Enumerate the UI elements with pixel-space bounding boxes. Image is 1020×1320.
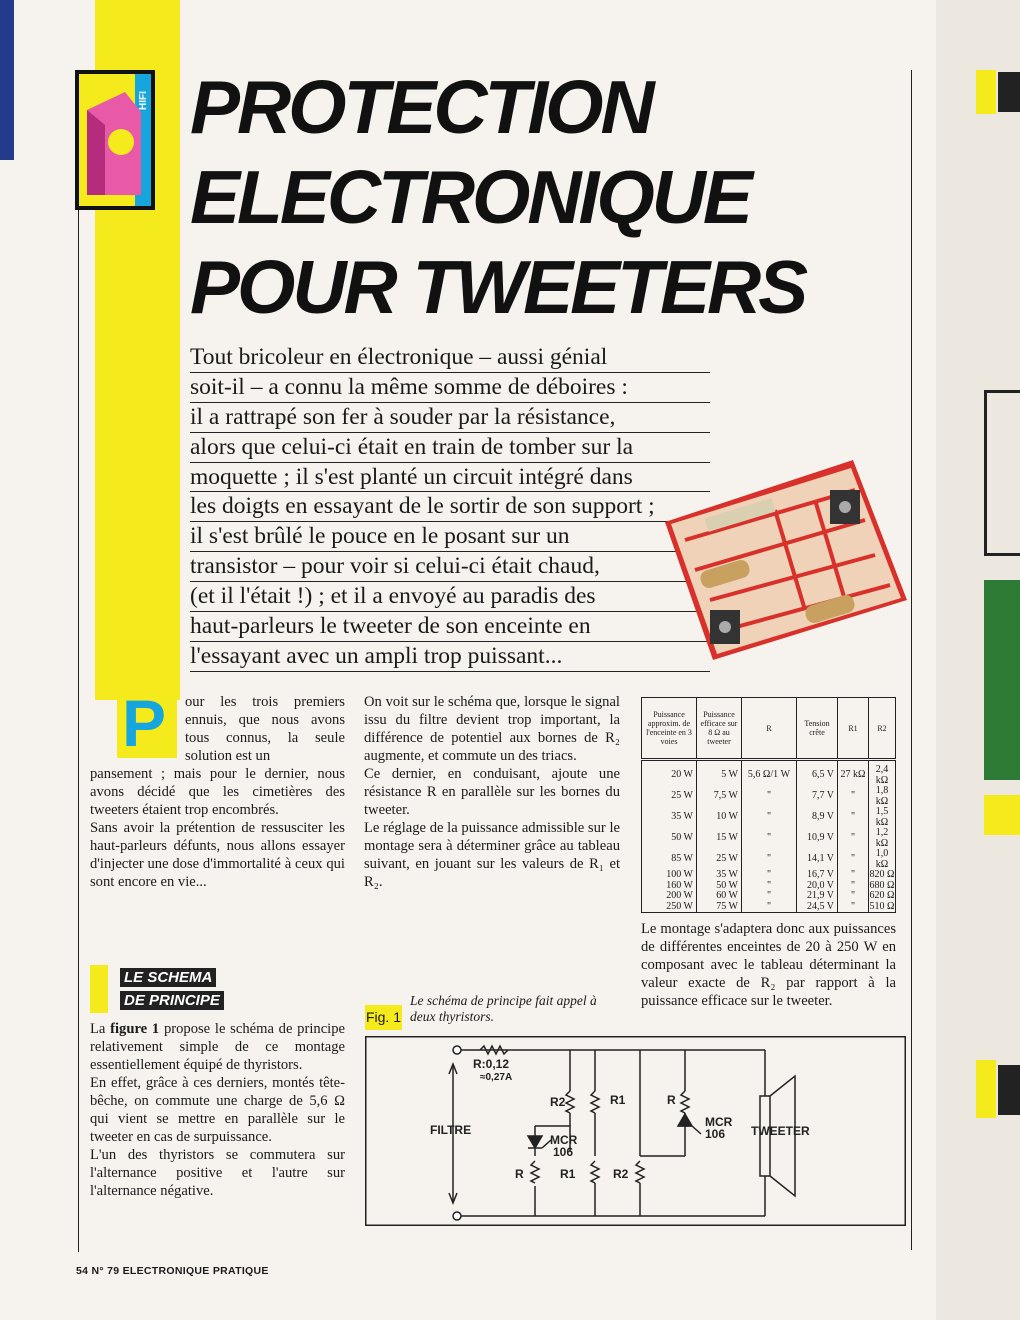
table-cell: " — [838, 891, 869, 902]
schem-mcr1: MCR — [550, 1133, 578, 1147]
col1-p1-start: our les trois premiers ennuis, que nous avons tous connus, la seule solution est un — [185, 694, 345, 764]
table-cell: 24,5 V — [797, 902, 838, 913]
table-cell: 50 W — [642, 828, 697, 849]
schem-r-top: R — [667, 1093, 676, 1107]
table-cell: 100 W — [642, 870, 697, 881]
table-cell: 250 W — [642, 902, 697, 913]
section-heading-line2: DE PRINCIPE — [120, 991, 224, 1010]
table-cell: " — [838, 881, 869, 892]
col1-p2: Sans avoir la prétention de ressusciter les haut-parleurs défunts, nous allons essayer d'injecter une dose d'immortalité à ceux qui sont encore en vie... — [90, 820, 345, 890]
col3-p1: Le montage s'adaptera donc aux puissances de différentes enceintes de 20 à 250 W en composant avec le tableau déterminant la valeur exacte de R₂ par rapport à la puissance efficace sur le tweeter. — [641, 921, 896, 1009]
table-cell: " — [742, 828, 797, 849]
table-cell: " — [742, 881, 797, 892]
table-cell: 14,1 V — [797, 849, 838, 870]
table-cell: " — [838, 807, 869, 828]
table-row — [642, 849, 896, 870]
title-line-2: ELECTRONIQUE — [190, 155, 750, 239]
col2-p3: Le réglage de la puissance admissible sur le montage sera à déterminer grâce au tableau suivant, en jouant sur les valeurs de R₁ et R₂. — [364, 820, 620, 890]
table-cell: 35 W — [642, 807, 697, 828]
table-cell: 75 W — [697, 902, 742, 913]
table-cell: 8,9 V — [797, 807, 838, 828]
table-cell: 16,7 V — [797, 870, 838, 881]
table-cell: " — [742, 807, 797, 828]
table-cell: 27 kΩ — [838, 760, 869, 787]
col1-p4: En effet, grâce à ces derniers, montés tête-bêche, on commute une charge de 5,6 Ω qui vient se mettre en parallèle sur le tweeter en cas de surpuissance. — [90, 1075, 345, 1145]
intro-line: soit-il – a connu la même somme de déboires : — [190, 373, 710, 403]
left-edge-strip — [0, 0, 14, 160]
intro-line: alors que celui-ci était en train de tomber sur la — [190, 433, 710, 463]
title-line-3: POUR TWEETERS — [190, 245, 806, 329]
table-cell: 2,4 kΩ — [869, 760, 896, 787]
table-cell: " — [742, 902, 797, 913]
schem-r2-top: R2 — [550, 1095, 566, 1109]
section-heading-line1: LE SCHEMA — [120, 968, 216, 987]
table-row — [642, 891, 896, 902]
table-row — [642, 760, 896, 787]
table-cell: 1,2 kΩ — [869, 828, 896, 849]
table-cell: 50 W — [697, 881, 742, 892]
table-cell: " — [742, 786, 797, 807]
power-table — [641, 697, 896, 912]
table-cell: 35 W — [697, 870, 742, 881]
table-cell: 25 W — [642, 786, 697, 807]
table-header: Puissance approxim. de l'enceinte en 3 voies — [642, 698, 697, 760]
intro-line: les doigts en essayant de le sortir de son support ; — [190, 492, 710, 522]
intro-paragraph — [190, 343, 710, 672]
table-cell: " — [838, 870, 869, 881]
col1-text — [90, 765, 345, 891]
schematic-diagram — [365, 1036, 906, 1226]
intro-line: transistor – pour voir si celui-ci était chaud, — [190, 552, 710, 582]
table-cell: 620 Ω — [869, 890, 895, 901]
table-row — [642, 786, 896, 807]
schem-r-label1: R:0,12 — [473, 1057, 510, 1071]
table-cell: 510 Ω — [869, 900, 895, 912]
table-cell: 20,0 V — [797, 881, 838, 892]
table-cell: 5 W — [697, 760, 742, 787]
table-cell: " — [838, 786, 869, 807]
right-rule — [911, 70, 912, 1250]
table-cell: 160 W — [642, 881, 697, 892]
schem-tweeter-label: TWEETER — [751, 1124, 810, 1138]
table-cell: 21,9 V — [797, 891, 838, 902]
schem-mcr2: MCR — [705, 1115, 733, 1129]
table-cell: 5,6 Ω/1 W — [742, 760, 797, 787]
col3-text — [641, 920, 896, 1010]
title-line-1: PROTECTION — [190, 65, 652, 149]
intro-line: l'essayant avec un ampli trop puissant... — [190, 642, 710, 672]
table-header: Tension crête — [797, 698, 838, 760]
page-footer: 54 N° 79 ELECTRONIQUE PRATIQUE — [76, 1265, 269, 1277]
table-cell: 820 Ω — [869, 869, 895, 880]
table-cell: 60 W — [697, 891, 742, 902]
table-cell: 20 W — [642, 760, 697, 787]
intro-line: Tout bricoleur en électronique – aussi génial — [190, 343, 710, 373]
dropcap-letter: P — [122, 686, 167, 760]
table-row — [642, 807, 896, 828]
table-cell: 6,5 V — [797, 760, 838, 787]
col2-text — [364, 693, 620, 891]
col1-p5: L'un des thyristors se commutera sur l'alternance positive et l'autre sur l'alternance négative. — [90, 1147, 345, 1199]
table-cell: 7,5 W — [697, 786, 742, 807]
table-header: R — [742, 698, 797, 760]
intro-line: haut-parleurs le tweeter de son enceinte en — [190, 612, 710, 642]
table-cell: " — [838, 828, 869, 849]
circuit-board-photo — [655, 460, 910, 660]
table-cell: 10 W — [697, 807, 742, 828]
table-body — [642, 760, 896, 913]
col1-schema-text — [90, 1020, 345, 1200]
section-heading — [120, 968, 224, 1014]
table-cell: " — [742, 891, 797, 902]
table-cell: " — [742, 849, 797, 870]
table-cell: " — [838, 902, 869, 913]
schem-r2-bottom: R2 — [613, 1167, 629, 1181]
table-cell: " — [742, 870, 797, 881]
table-cell: 15 W — [697, 828, 742, 849]
table-header: R1 — [838, 698, 869, 760]
schem-mcr2b: 106 — [705, 1127, 726, 1141]
table-cell: 25 W — [697, 849, 742, 870]
figure-label: Fig. 1 — [365, 1005, 402, 1030]
schem-filtre-label: FILTRE — [430, 1123, 472, 1137]
table-cell: 7,7 V — [797, 786, 838, 807]
table-cell: " — [838, 849, 869, 870]
table-cell: 1,5 kΩ — [869, 807, 896, 828]
schem-r1-bottom: R1 — [560, 1167, 576, 1181]
table-cell: 200 W — [642, 891, 697, 902]
table-header: Puissance efficace sur 8 Ω au tweeter — [697, 698, 742, 760]
col1-p3: La figure 1 propose le schéma de principe relativement simple de ce montage essentiellement équipé de thyristors. — [90, 1021, 345, 1073]
table-row — [642, 828, 896, 849]
table-cell: 85 W — [642, 849, 697, 870]
section-accent — [90, 965, 108, 1013]
hifi-logo — [75, 70, 155, 210]
left-rule — [78, 92, 79, 1252]
table-row — [642, 902, 896, 913]
article-title — [190, 62, 910, 332]
table-header: R2 — [869, 698, 896, 760]
svg-text:HIFI — [138, 91, 149, 110]
table-cell: 1,8 kΩ — [869, 786, 896, 807]
intro-line: il s'est brûlé le pouce en le posant sur un — [190, 522, 710, 552]
intro-line: moquette ; il s'est planté un circuit intégré dans — [190, 463, 710, 493]
figure-caption: Le schéma de principe fait appel à deux thyristors. — [410, 993, 597, 1024]
schem-mcr1b: 106 — [553, 1145, 574, 1159]
col2-p1: On voit sur le schéma que, lorsque le signal issu du filtre devient trop important, la différence de potentiel aux bornes de R₂ augmente, et commute un des triacs. — [364, 694, 620, 764]
schem-r1-top: R1 — [610, 1093, 626, 1107]
table-cell: 680 Ω — [869, 879, 895, 891]
table-cell: 1,0 kΩ — [869, 849, 896, 870]
table-row — [642, 870, 896, 881]
figure-ref: figure 1 — [110, 1021, 160, 1037]
intro-line: (et il l'était !) ; et il a envoyé au paradis des — [190, 582, 710, 612]
col2-p2: Ce dernier, en conduisant, ajoute une résistance R en parallèle sur les bornes du tweeter. — [364, 766, 620, 818]
col1-p1-rest: pansement ; mais pour le dernier, nous avons décidé que les cimetières des tweeters étaient trop encombrés. — [90, 766, 345, 818]
schem-r-label2: ≈0,27A — [480, 1072, 513, 1083]
schem-r-bottom: R — [515, 1167, 524, 1181]
col1-paragraph-start — [185, 693, 345, 765]
hifi-label: HIFI — [138, 91, 149, 110]
adjacent-page-fragment — [936, 0, 1020, 1320]
table-cell: 10,9 V — [797, 828, 838, 849]
intro-line: il a rattrapé son fer à souder par la résistance, — [190, 403, 710, 433]
